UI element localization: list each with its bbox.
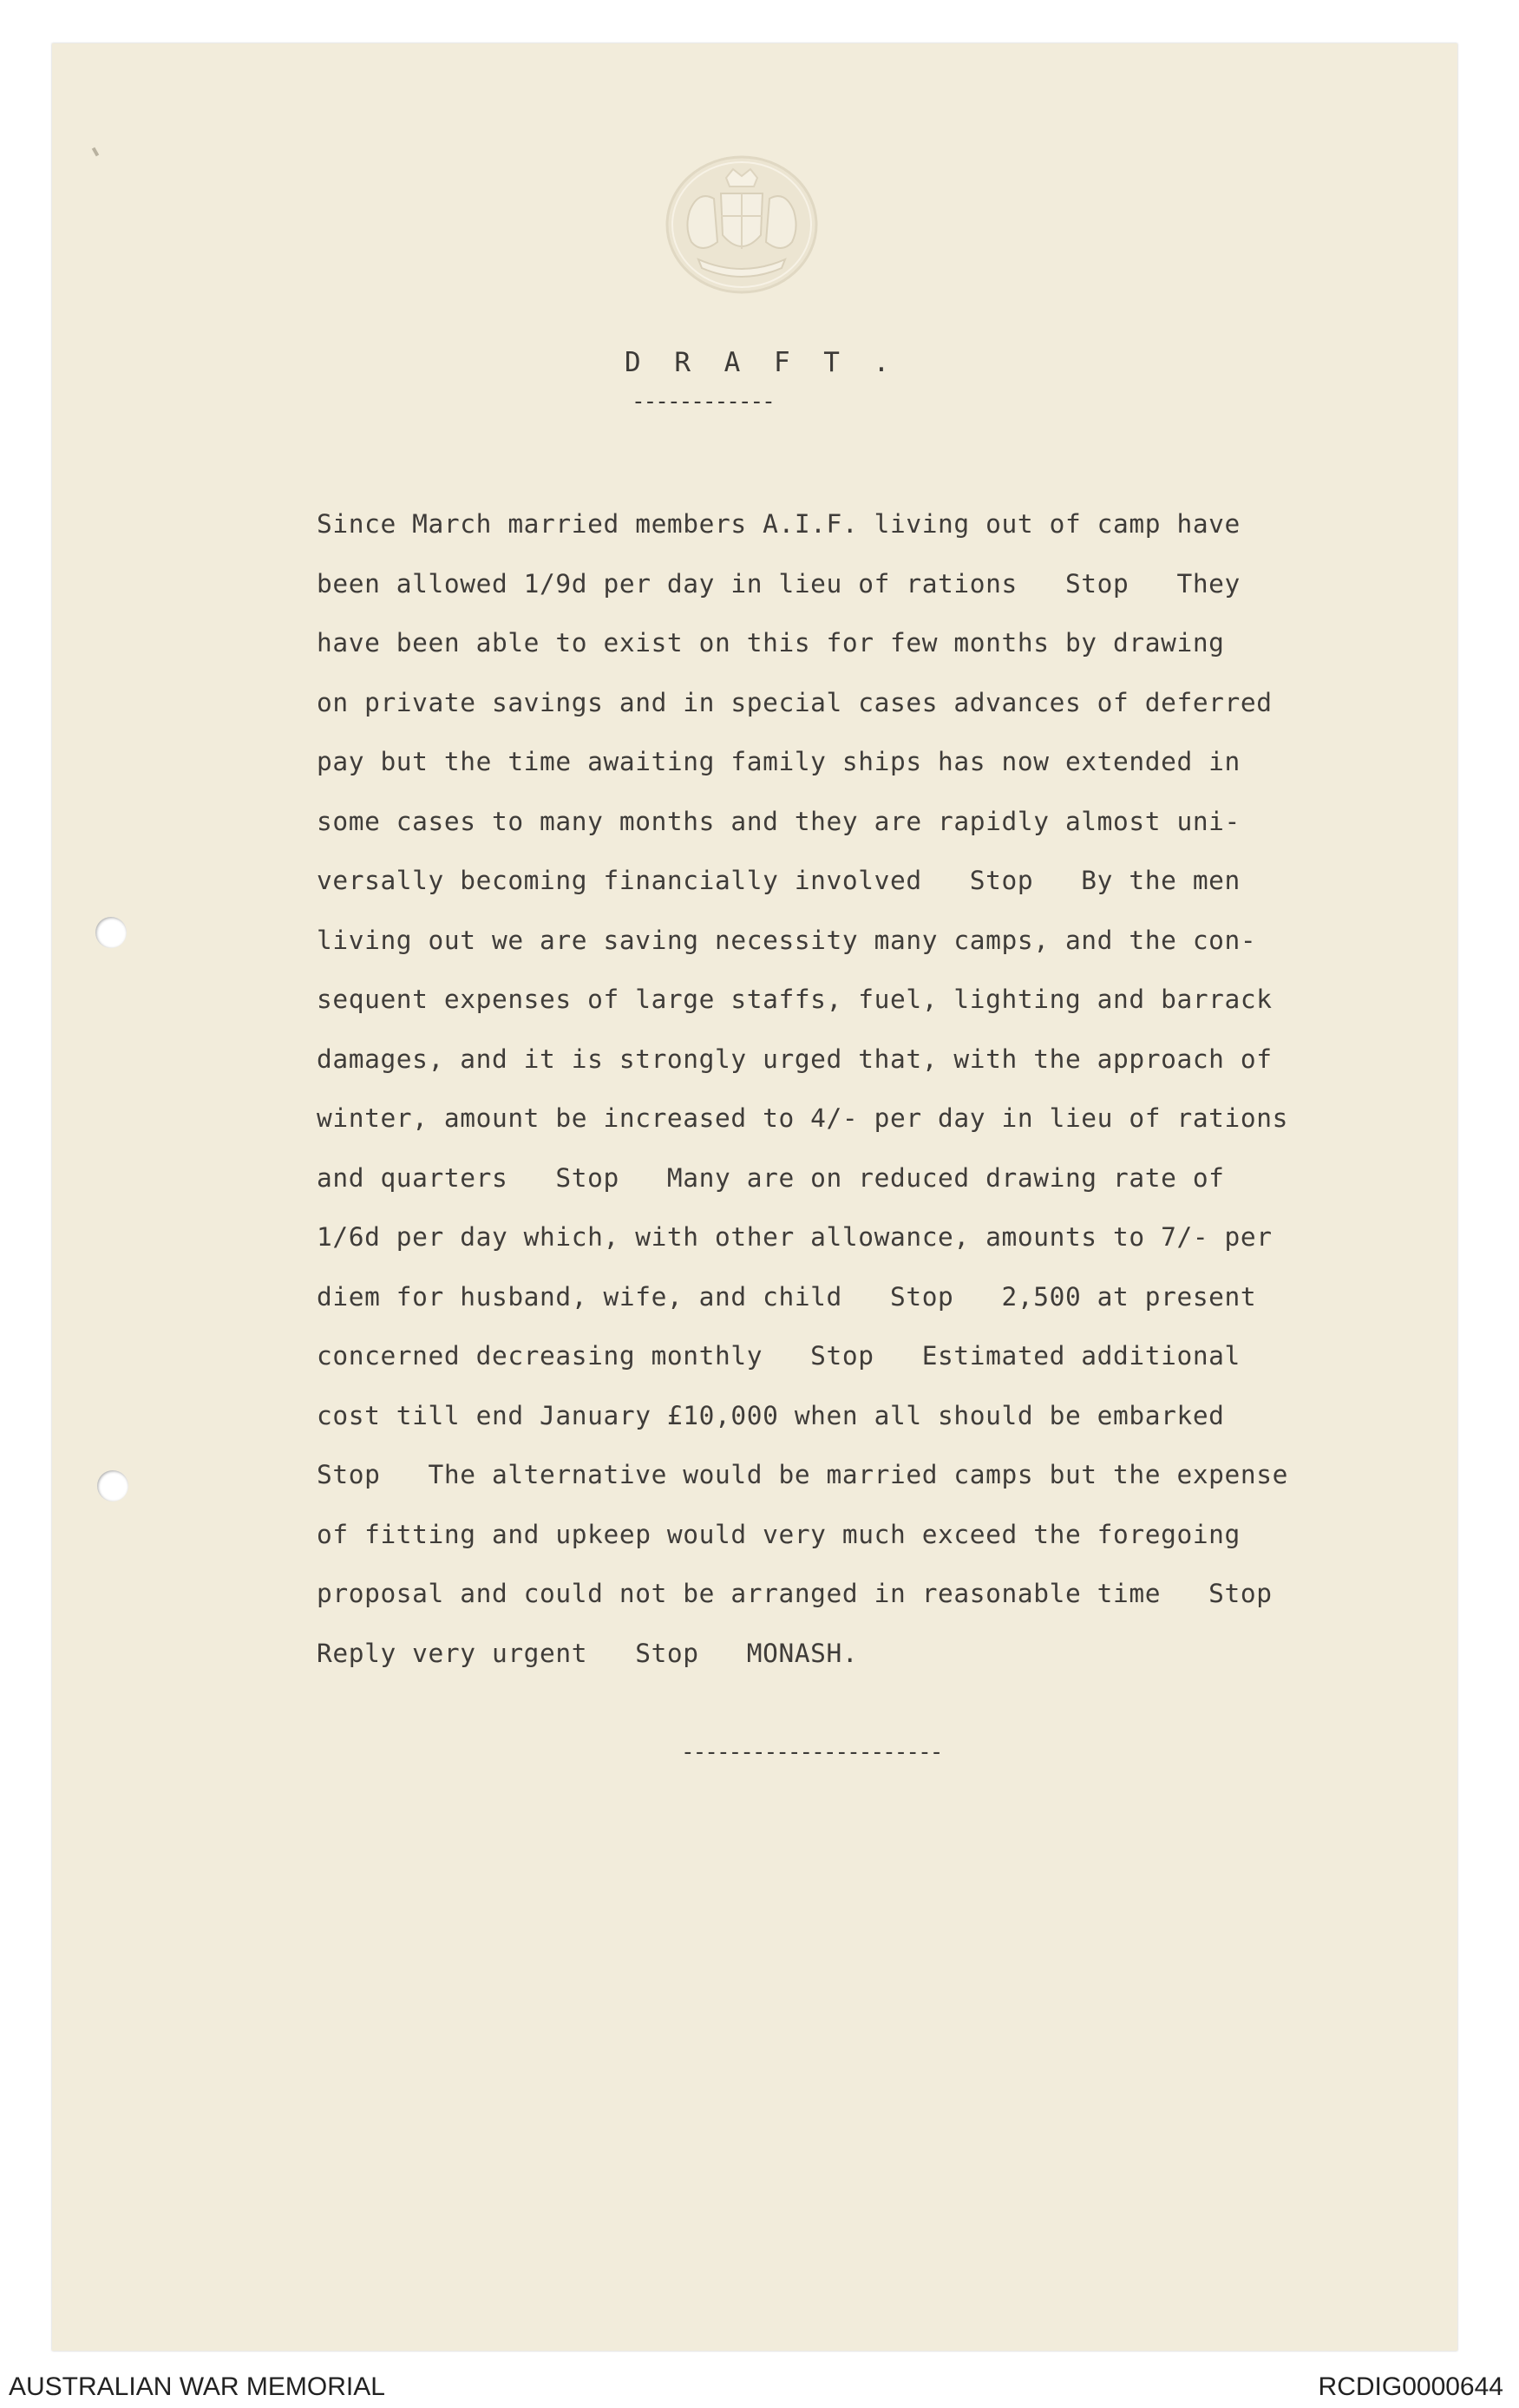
punch-hole-bottom (97, 1470, 128, 1502)
body-line: diem for husband, wife, and child Stop 2,500 at present (317, 1281, 1257, 1312)
body-line: of fitting and upkeep would very much exceed the foregoing (317, 1519, 1241, 1549)
body-line: cost till end January £10,000 when all should be embarked (317, 1400, 1225, 1430)
closing-rule: ---------------------- (681, 1739, 942, 1765)
body-line: winter, amount be increased to 4/- per day in lieu of rations (317, 1103, 1288, 1133)
title-underline: ------------ (632, 389, 774, 415)
body-line: been allowed 1/9d per day in lieu of rations Stop They (317, 568, 1241, 599)
body-line: proposal and could not be arranged in reasonable time Stop (317, 1579, 1273, 1608)
body-line: Reply very urgent Stop MONASH. (317, 1638, 859, 1668)
body-line: damages, and it is strongly urged that, with the approach of (317, 1044, 1273, 1074)
footer-reference: RCDIG0000644 (1318, 2372, 1503, 2401)
body-line: living out we are saving necessity many camps, and the con- (317, 925, 1257, 955)
body-line: 1/6d per day which, with other allowance, amounts to 7/- per (317, 1222, 1273, 1252)
body-line: concerned decreasing monthly Stop Estimated additional (317, 1341, 1241, 1371)
body-line: Stop The alternative would be married camps but the expense (317, 1460, 1288, 1489)
telegram-body (317, 494, 1401, 1683)
body-line: some cases to many months and they are rapidly almost uni- (317, 806, 1241, 836)
body-line: have been able to exist on this for few months by drawing (317, 628, 1225, 658)
body-line: pay but the time awaiting family ships has now extended in (317, 747, 1241, 776)
document-title: D R A F T . (625, 347, 899, 378)
body-line: on private savings and in special cases advances of deferred (317, 687, 1273, 717)
body-line: Since March married members A.I.F. living out of camp have (317, 509, 1241, 539)
body-line: and quarters Stop Many are on reduced drawing rate of (317, 1162, 1225, 1193)
punch-hole-top (95, 917, 127, 948)
body-line: versally becoming financially involved Stop By the men (317, 866, 1241, 895)
embossed-crest-icon (664, 152, 820, 295)
footer-institution: AUSTRALIAN WAR MEMORIAL (9, 2372, 385, 2401)
body-line: sequent expenses of large staffs, fuel, lighting and barrack (317, 985, 1273, 1014)
